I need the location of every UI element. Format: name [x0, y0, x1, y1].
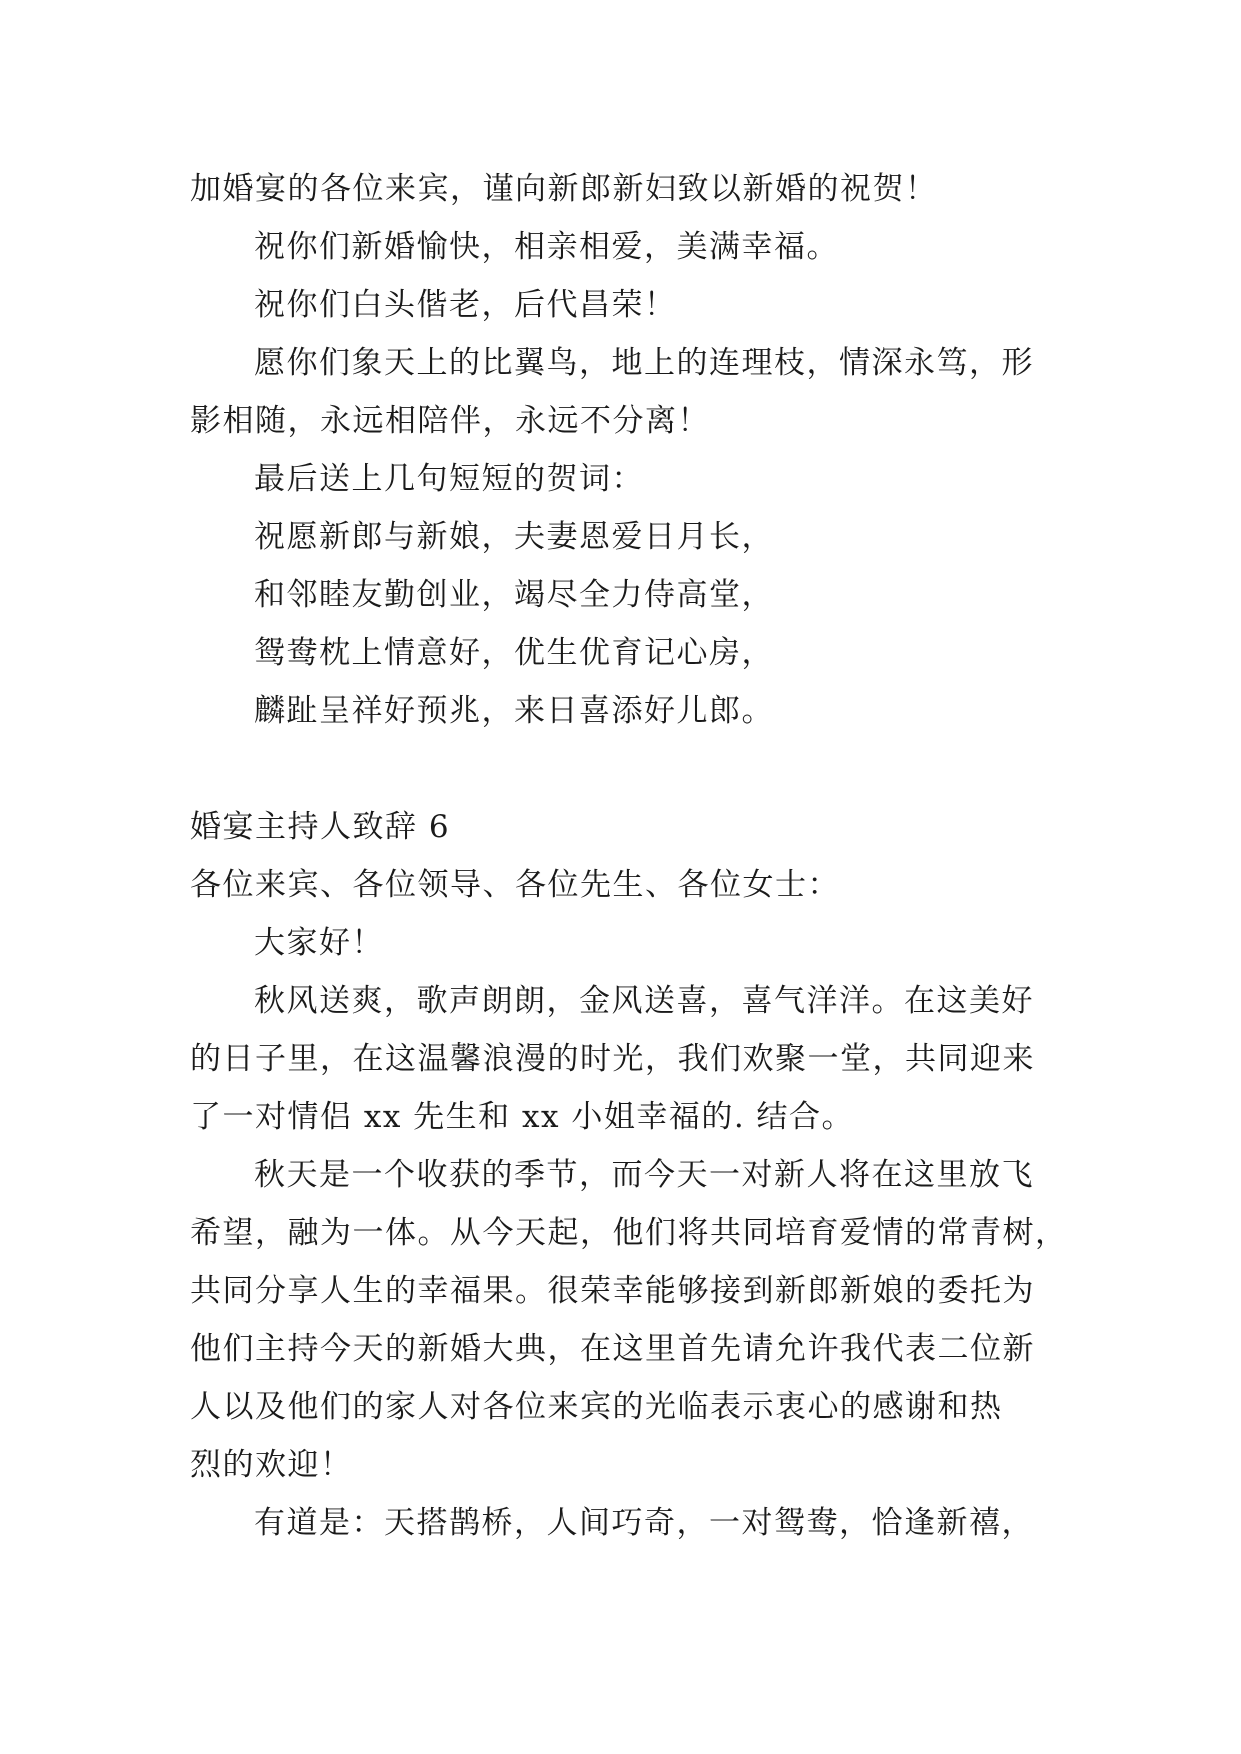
verse-line: 和邻睦友勤创业，竭尽全力侍高堂， [254, 577, 774, 613]
paragraph-line: 了一对情侣 xx 先生和 xx 小姐幸福的. 结合。 [190, 1099, 855, 1135]
verse-line: 鸳鸯枕上情意好，优生优育记心房， [254, 635, 774, 671]
paragraph-line: 愿你们象天上的比翼鸟，地上的连理枝，情深永笃，形 [254, 345, 1034, 381]
salutation-line: 各位来宾、各位领导、各位先生、各位女士： [190, 867, 840, 903]
paragraph-line: 秋风送爽，歌声朗朗，金风送喜，喜气洋洋。在这美好 [254, 983, 1034, 1019]
paragraph-line: 秋天是一个收获的季节，而今天一对新人将在这里放飞 [254, 1157, 1034, 1193]
section-heading: 婚宴主持人致辞 6 [190, 809, 451, 845]
paragraph-line: 希望，融为一体。从今天起，他们将共同培育爱情的常青树， [190, 1215, 1068, 1251]
verse-line: 祝愿新郎与新娘，夫妻恩爱日月长， [254, 519, 774, 555]
paragraph-line: 共同分享人生的幸福果。很荣幸能够接到新郎新娘的委托为 [190, 1273, 1035, 1309]
paragraph-line: 人以及他们的家人对各位来宾的光临表示衷心的感谢和热 [190, 1389, 1003, 1425]
paragraph-line: 祝你们新婚愉快，相亲相爱，美满幸福。 [254, 229, 839, 265]
paragraph-line: 加婚宴的各位来宾，谨向新郎新妇致以新婚的祝贺！ [190, 171, 938, 207]
paragraph-line: 最后送上几句短短的贺词： [254, 461, 644, 497]
section-spacer [190, 740, 1070, 798]
paragraph-line: 烈的欢迎！ [190, 1447, 353, 1483]
paragraph-line: 有道是：天搭鹊桥，人间巧奇，一对鸳鸯，恰逢新禧， [254, 1505, 1034, 1541]
paragraph-line: 的日子里，在这温馨浪漫的时光，我们欢聚一堂，共同迎来 [190, 1041, 1035, 1077]
verse-line: 麟趾呈祥好预兆，来日喜添好儿郎。 [254, 693, 774, 729]
paragraph-line: 影相随，永远相陪伴，永远不分离！ [190, 403, 710, 439]
paragraph-line: 他们主持今天的新婚大典，在这里首先请允许我代表二位新 [190, 1331, 1035, 1367]
greeting-line: 大家好！ [254, 925, 384, 961]
document-body [190, 160, 1070, 1552]
paragraph-line: 祝你们白头偕老，后代昌荣！ [254, 287, 677, 323]
